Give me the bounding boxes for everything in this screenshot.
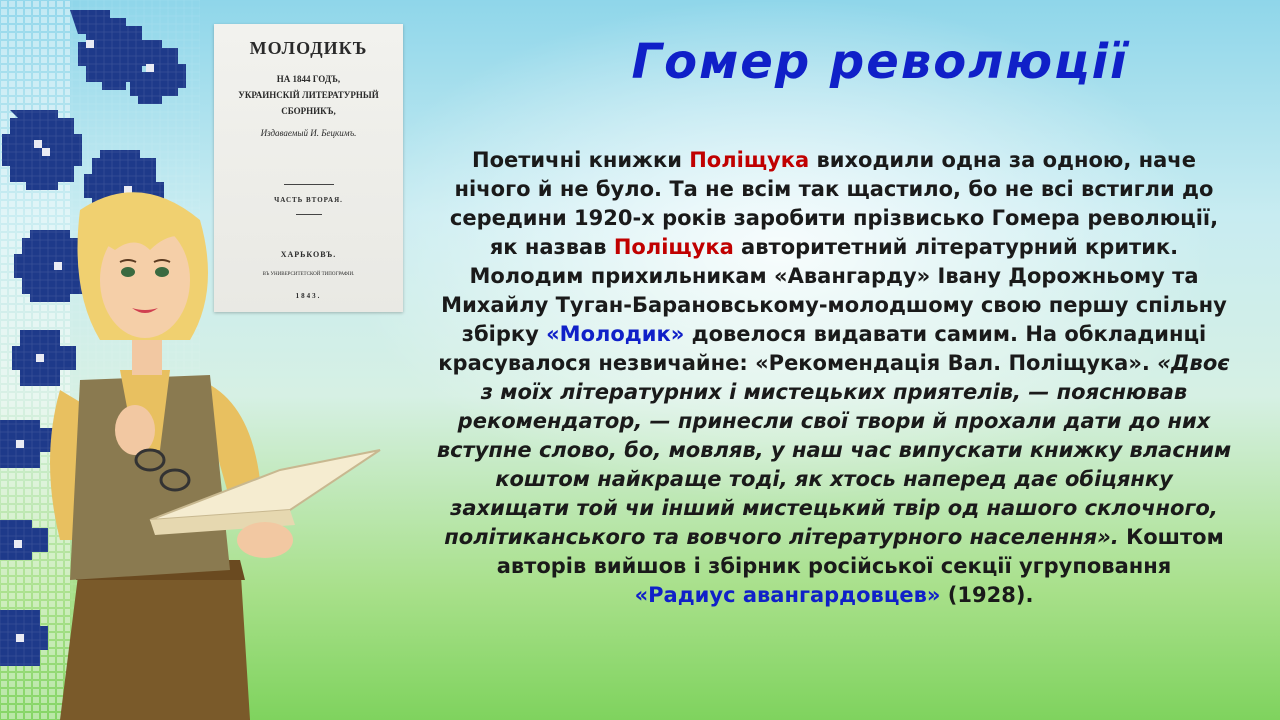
cover-subtitle: УКРАИНСКІЙ ЛИТЕРАТУРНЫЙ	[238, 90, 379, 100]
slide-title: Гомер революції	[631, 34, 1129, 90]
author-name-highlight: Поліщука	[613, 235, 734, 259]
quote-text: «Двоє з моїх літературних і мистецьких приятелів, — пояснював рекомендатор, — принесли свої твори й прохали дати до них вступне слово, бо, мовляв, у наш час випускати книжку власним коштом найкраще тоді, як хтось наперед дає обіцянку захищати той чи інший мистецький твір од нашого склочного, політиканського та вовчого літературного населення».	[436, 351, 1232, 549]
book-title-highlight: «Радиус авангардовцев»	[634, 583, 941, 607]
cover-publisher: Издаваемый И. Бецкимъ.	[260, 128, 357, 138]
body-text-run: (1928).	[940, 583, 1034, 607]
cover-printer: ВЪ УНИВЕРСИТЕТСКОЙ ТИПОГРАФІИ.	[262, 272, 355, 277]
cover-part: ЧАСТЬ ВТОРАЯ.	[274, 196, 343, 204]
body-text-run: Поетичні книжки	[472, 148, 690, 172]
body-paragraph	[434, 146, 1234, 610]
cover-title: МОЛОДИКЪ	[249, 38, 368, 58]
body-text-run: Коштом авторів вийшов і збірник російської секції угруповання	[496, 525, 1224, 578]
body-text-run: довелося видавати самим. На обкладинці красувалося незвичайне: «Рекомендація Вал. Поліщука».	[438, 322, 1207, 375]
body-text-run: виходили одна за одною, наче нічого й не було. Та не всім так щастило, бо не всі встигли до середини 1920-х років заробити прізвисько Гомера революції, як назвав	[449, 148, 1219, 259]
teacher-illustration-icon	[40, 180, 390, 720]
cover-subtitle: СБОРНИКЪ,	[281, 106, 336, 116]
body-text-run: авторитетний літературний критик. Молодим прихильникам «Авангарду» Івану Дорожньому та Михайлу Туган-Барановському-молодшому свою першу спільну збірку	[441, 235, 1227, 346]
book-title-highlight: «Молодик»	[546, 322, 685, 346]
cover-city: ХАРЬКОВЪ.	[280, 250, 337, 259]
author-name-highlight: Поліщука	[689, 148, 810, 172]
cover-date: 1843.	[295, 292, 322, 300]
cover-year: НА 1844 ГОДЪ,	[276, 74, 341, 84]
